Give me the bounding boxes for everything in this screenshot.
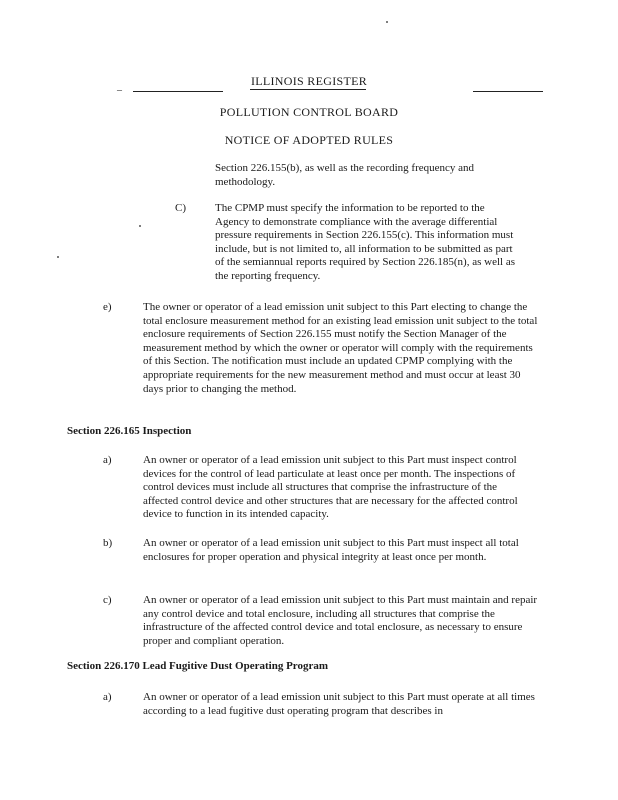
item-c-text: The CPMP must specify the information to be reported to the Agency to demonstrate compliance with the average differential pressure requirements in Section 226.155(c). This information must include, but is not limited to, all information to be submitted as part of the semiannual reports required by Section 226.185(n), as well as the reporting frequency.	[215, 202, 515, 282]
margin-mark: –	[117, 85, 122, 96]
register-title: ILLINOIS REGISTER	[250, 74, 368, 88]
continued-paragraph: Section 226.155(b), as well as the recording frequency and methodology.	[215, 162, 475, 188]
header-rule-center	[250, 89, 366, 90]
item-a-label: a)	[103, 454, 112, 466]
item-e-text: The owner or operator of a lead emission unit subject to this Part electing to change the total enclosure measurement method for an existing lead emission unit subject to the total enclosure requirements of Section 226.155 must notify the Section Manager of the measurement method by which the owner or operator will comply with the requirements of this Section. The notification must include an updated CPMP complying with the appropriate requirements for the new measurement method and must occur at least 30 days prior to changing the method.	[143, 301, 538, 395]
item-c-label: c)	[103, 594, 112, 606]
notice-title: NOTICE OF ADOPTED RULES	[224, 133, 394, 147]
board-title: POLLUTION CONTROL BOARD	[219, 105, 399, 119]
item-a-label: a)	[103, 691, 112, 703]
item-a-text: An owner or operator of a lead emission unit subject to this Part must inspect control devices for the control of lead particulate at least once per month. The inspections of control devices must include all structures that comprise the infrastructure of the affected control device and other structures that are necessary for the affected control device to function in its intended capacity.	[143, 454, 518, 521]
header-rule-left	[133, 91, 223, 92]
item-b-label: b)	[103, 537, 113, 549]
section-226-165-heading: Section 226.165 Inspection	[67, 425, 192, 437]
item-b-text: An owner or operator of a lead emission unit subject to this Part must inspect all total enclosures for proper operation and physical integrity at least once per month.	[143, 537, 519, 563]
header-rule-right	[473, 91, 543, 92]
item-e-label: e)	[103, 301, 112, 313]
section-226-170-heading: Section 226.170 Lead Fugitive Dust Operating Program	[67, 660, 329, 672]
scan-speck	[57, 256, 59, 258]
scan-speck	[139, 225, 141, 227]
item-a-text: An owner or operator of a lead emission unit subject to this Part must operate at all times according to a lead fugitive dust operating program that describes in	[143, 691, 535, 717]
item-c-label: C)	[175, 202, 186, 214]
item-c-text: An owner or operator of a lead emission unit subject to this Part must maintain and repair any control device and total enclosure, including all structures that comprise the infrastructure of the affected control device and total enclosure, as necessary to ensure proper and compliant operation.	[143, 594, 538, 647]
scan-speck	[386, 21, 388, 23]
